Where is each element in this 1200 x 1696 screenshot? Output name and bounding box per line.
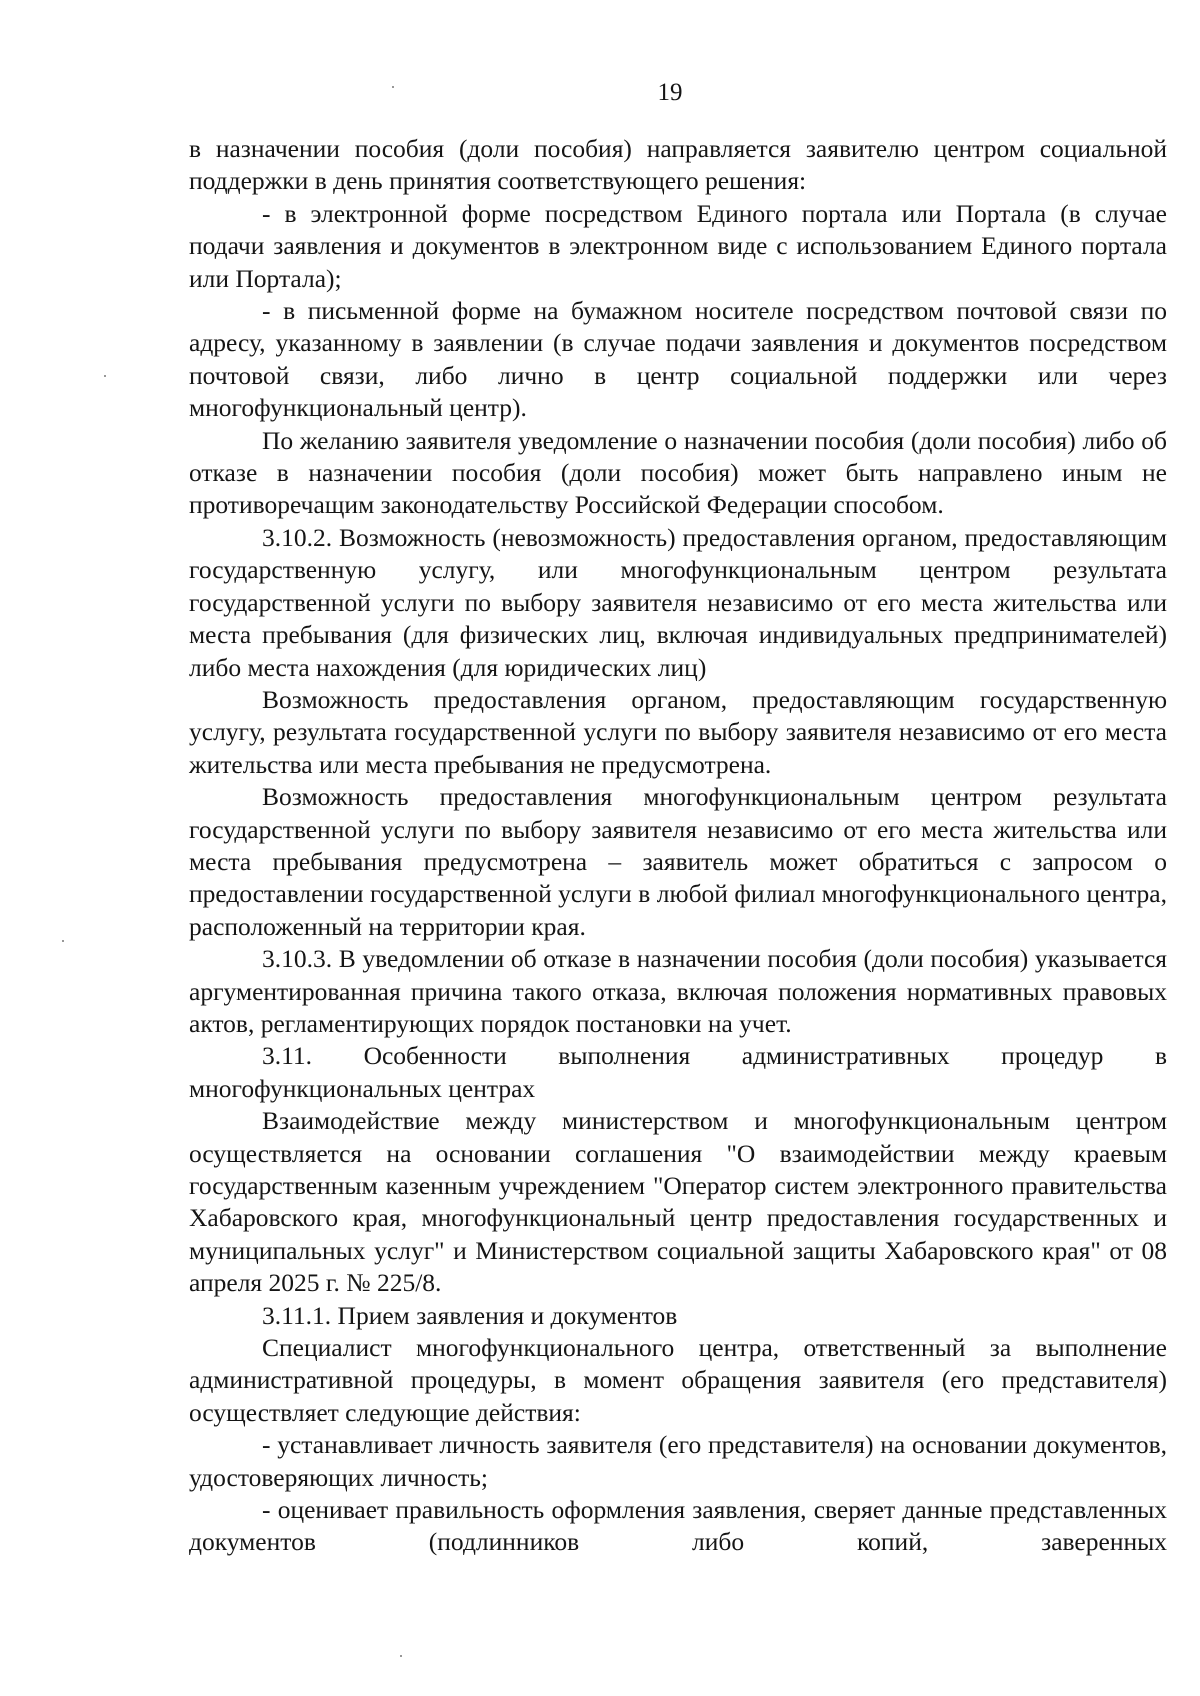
document-body: [189, 133, 1167, 1559]
paragraph-interaction-agreement: Взаимодействие между министерством и многофункциональным центром осуществляется на основании соглашения "О взаимодействии между краевым государственным казенным учреждением "Оператор систем электронного правительства Хабаровского края, многофункциональный центр предоставления государственных и муниципальных услуг" и Министерством социальной защиты Хабаровского края" от 08 апреля 2025 г. № 225/8.: [189, 1106, 1167, 1298]
paragraph-no-extraterritorial-service: Возможность предоставления органом, предоставляющим государственную услугу, результата государственной услуги по выбору заявителя независимо от его места жительства или места пребывания не предусмотрена.: [189, 684, 1167, 779]
section-3-10-2-heading: 3.10.2. Возможность (невозможность) предоставления органом, предоставляющим государственную услугу, или многофункциональным центром результата государственной услуги по выбору заявителя независимо от его места жительства или места пребывания (для физических лиц, включая индивидуальных предпринимателей) либо места нахождения (для юридических лиц): [189, 522, 1167, 682]
section-3-11-heading: 3.11. Особенности выполнения административных процедур в многофункциональных центрах: [189, 1041, 1167, 1103]
list-item-identity-check: - устанавливает личность заявителя (его представителя) на основании документов, удостоверяющих личность;: [189, 1430, 1167, 1492]
scan-speck: [392, 86, 394, 88]
paragraph-mfc-extraterritorial: Возможность предоставления многофункциональным центром результата государственной услуги по выбору заявителя независимо от его места жительства или места пребывания предусмотрена – заявитель может обратиться с запросом о предоставлении государственной услуги в любой филиал многофункционального центра, расположенный на территории края.: [189, 782, 1167, 941]
paragraph-specialist-actions: Специалист многофункционального центра, ответственный за выполнение административной процедуры, в момент обращения заявителя (его представителя) осуществляет следующие действия:: [189, 1333, 1167, 1427]
scan-speck: [62, 940, 64, 942]
section-3-10-3-paragraph: 3.10.3. В уведомлении об отказе в назначении пособия (доли пособия) указывается аргументированная причина такого отказа, включая положения нормативных правовых актов, регламентирующих порядок постановки на учет.: [189, 944, 1167, 1038]
scan-speck: [400, 1655, 402, 1657]
paragraph-other-method: По желанию заявителя уведомление о назначении пособия (доли пособия) либо об отказе в назначении пособия (доли пособия) может быть направлено иным не противоречащим законодательству Российской Федерации способом.: [189, 425, 1167, 520]
section-3-11-1-heading: 3.11.1. Прием заявления и документов: [262, 1300, 678, 1330]
list-item-application-check: - оценивает правильность оформления заявления, сверяет данные представленных документов (подлинников либо копий, заверенных: [189, 1495, 1167, 1557]
page-number: 19: [657, 79, 683, 106]
paragraph-notice-sent: в назначении пособия (доли пособия) направляется заявителю центром социальной поддержки в день принятия соответствующего решения:: [189, 134, 1167, 196]
list-item-electronic-form: - в электронной форме посредством Единого портала или Портала (в случае подачи заявления и документов в электронном виде с использованием Единого портала или Портала);: [189, 198, 1167, 293]
list-item-paper-form: - в письменной форме на бумажном носителе посредством почтовой связи по адресу, указанному в заявлении (в случае подачи заявления и документов посредством почтовой связи, либо лично в центр социальной поддержки или через многофункциональный центр).: [189, 296, 1167, 423]
scan-speck: [104, 375, 106, 377]
